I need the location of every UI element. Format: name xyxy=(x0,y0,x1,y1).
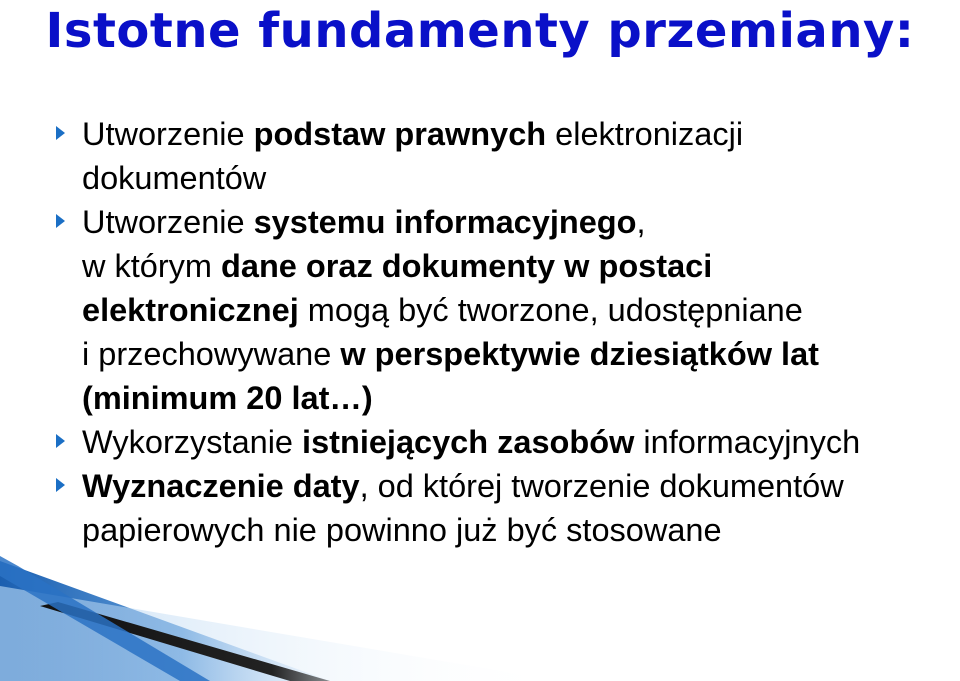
bullet-text-segment: systemu informacyjnego xyxy=(253,204,637,240)
triangle-right-icon xyxy=(56,126,65,140)
bullet-text-segment: mogą być tworzone, udostępniane xyxy=(298,292,803,328)
bullet-text-segment: w perspektywie dziesiątków lat xyxy=(340,336,819,372)
triangle-right-icon xyxy=(56,478,65,492)
triangle-right-icon xyxy=(56,214,65,228)
decorative-stripes xyxy=(0,556,960,681)
bullet-text-segment: podstaw prawnych xyxy=(253,116,547,152)
bullet-text-segment: informacyjnych xyxy=(634,424,861,460)
bullet-text-segment: w którym xyxy=(82,248,222,284)
bullet-text-segment: elektronicznej xyxy=(82,292,299,328)
bullet-item xyxy=(50,200,955,420)
bullet-text-segment: dane oraz dokumenty w postaci xyxy=(221,248,713,284)
bullet-item xyxy=(50,420,955,464)
bullet-text-segment: Utworzenie xyxy=(82,116,254,152)
bullet-text-segment: istniejących zasobów xyxy=(302,424,635,460)
bullet-text-segment: Wyznaczenie daty xyxy=(82,468,360,504)
bullet-text-segment: papierowych nie powinno już być stosowane xyxy=(82,512,722,548)
bullet-list xyxy=(50,112,955,552)
bullet-text-segment: dokumentów xyxy=(82,160,267,196)
triangle-right-icon xyxy=(56,434,65,448)
bullet-item xyxy=(50,464,955,552)
bullet-item xyxy=(50,112,955,200)
bullet-text-segment: Wykorzystanie xyxy=(82,424,303,460)
bullet-text-segment: , od której tworzenie dokumentów xyxy=(359,468,844,504)
bullet-text-segment: (minimum 20 lat…) xyxy=(82,380,373,416)
bullet-text-segment: Utworzenie xyxy=(82,204,254,240)
bullet-text-segment: , xyxy=(636,204,646,240)
bullet-text-segment: i przechowywane xyxy=(82,336,341,372)
bullet-text-segment: elektronizacji xyxy=(546,116,744,152)
slide-title: Istotne fundamenty przemiany: xyxy=(45,3,915,59)
